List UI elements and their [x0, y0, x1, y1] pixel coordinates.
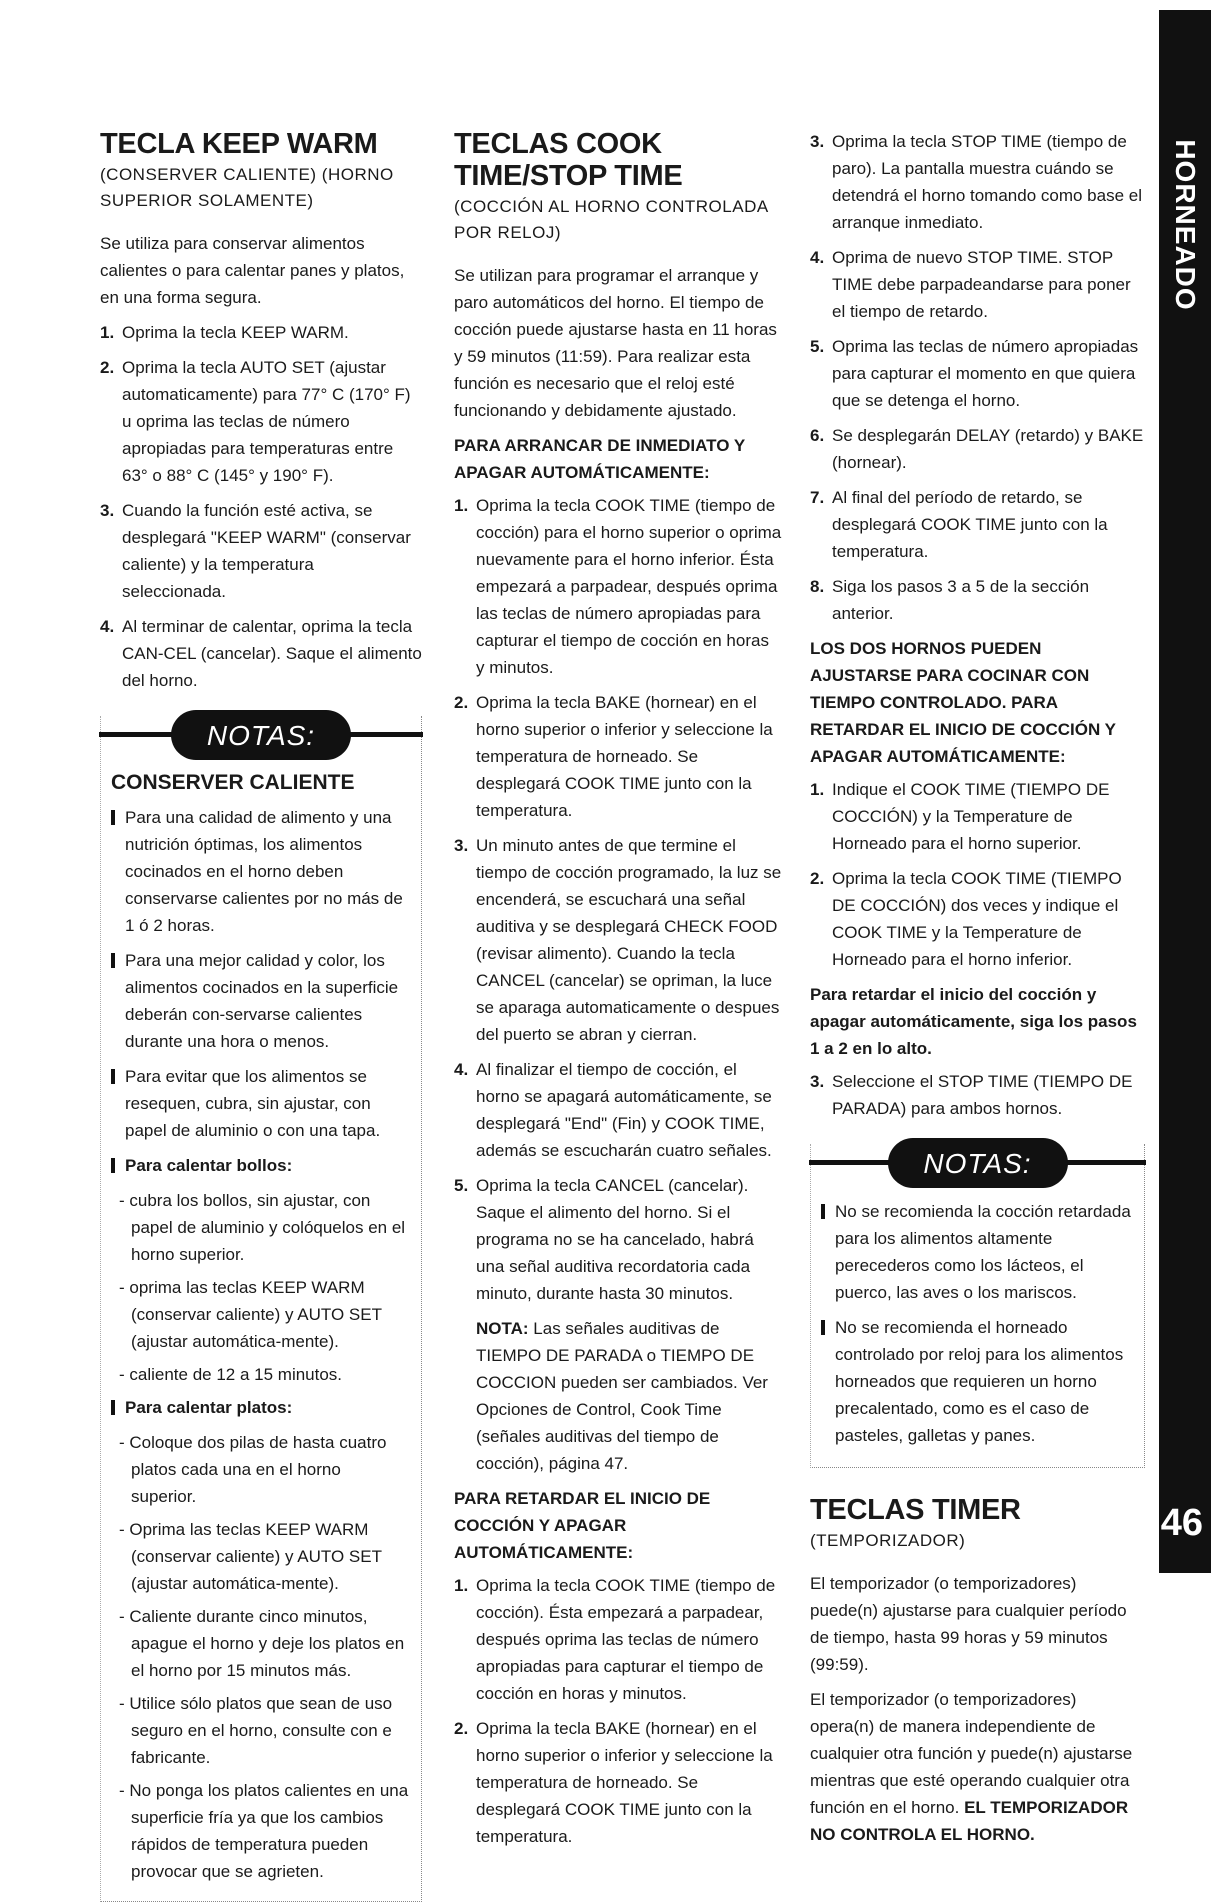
step-item	[810, 484, 1145, 565]
column-stop-time-timer	[810, 128, 1145, 1856]
intro-paragraph: Se utilizan para programar el arranque y paro automáticos del horno. El tiempo de cocción puede ajustarse hasta en 11 horas y 59 minutos (11:59). Para realizar esta función es necesario que el reloj esté funcionando y debidamente ajustado.	[454, 266, 777, 420]
step-text: Oprima la tecla COOK TIME (TIEMPO DE COCCIÓN) dos veces y indique el COOK TIME y la Temperature de Horneado para el horno inferior.	[832, 869, 1122, 969]
subheading-immediate: PARA ARRANCAR DE INMEDIATO Y APAGAR AUTOMÁTICAMENTE:	[454, 436, 745, 482]
step-item	[100, 613, 422, 694]
notas-subheading: Para calentar platos:	[125, 1398, 293, 1417]
step-text: Indique el COOK TIME (TIEMPO DE COCCIÓN) y la Temperature de Horneado para el horno superior.	[832, 780, 1110, 853]
step-number: 6.	[810, 426, 825, 445]
step-number: 8.	[810, 577, 825, 596]
notas-dash-item: - caliente de 12 a 15 minutos.	[119, 1365, 343, 1384]
subtitle-conserver-caliente: (CONSERVER CALIENTE)	[100, 165, 317, 184]
column-cook-time	[454, 128, 782, 1858]
step-number: 1.	[100, 323, 115, 342]
step-number: 4.	[100, 617, 115, 636]
step-number: 3.	[454, 836, 469, 855]
notas-dash-item: - Coloque dos pilas de hasta cuatro platos cada una en el horno superior.	[119, 1433, 387, 1506]
step-text: Oprima la tecla CANCEL (cancelar). Saque el alimento del horno. Si el programa no se ha cancelado, habrá una señal auditiva recordatoria cada minuto, durante hasta 30 minutos.	[476, 1176, 754, 1303]
subheading-both-ovens: LOS DOS HORNOS PUEDEN AJUSTARSE PARA COCINAR CON TIEMPO CONTROLADO. PARA RETARDAR EL INICIO DE COCCIÓN Y APAGAR AUTOMÁTICAMENTE:	[810, 639, 1116, 766]
section-tab	[1159, 10, 1211, 1573]
step-item	[810, 422, 1145, 476]
step-text: Oprima de nuevo STOP TIME. STOP TIME debe parpadeandarse para poner el tiempo de retardo.	[832, 248, 1131, 321]
steps-delay-continued	[810, 128, 1145, 627]
step-number: 5.	[810, 337, 825, 356]
step-text: Se desplegarán DELAY (retardo) y BAKE (hornear).	[832, 426, 1144, 472]
step-item	[100, 497, 422, 605]
timer-text: El temporizador (o temporizadores) opera(n) de manera independiente de cualquier otra función y puede(n) ajustarse mientras que esté operando cualquier otra función en el horno.	[810, 1690, 1133, 1817]
section-title-cook-time: TECLAS COOK TIME/STOP TIME	[454, 128, 683, 192]
steps-delay	[454, 1572, 782, 1850]
notas-list-platos	[111, 1394, 409, 1421]
step-number: 2.	[454, 693, 469, 712]
page-number: 46	[1160, 1502, 1203, 1544]
step-item	[810, 244, 1145, 325]
section-subtitle-cook-time: (COCCIÓN AL HORNO CONTROLADA POR RELOJ)	[454, 197, 768, 242]
step-text: Oprima la tecla AUTO SET (ajustar automaticamente) para 77° C (170° F) u oprima las teclas de número apropiadas para temperaturas entre 63° o 88° C (145° y 190° F).	[122, 358, 411, 485]
step-item	[810, 573, 1145, 627]
step-number: 1.	[454, 1576, 469, 1595]
steps-keep-warm	[100, 319, 422, 694]
step-item	[454, 1056, 782, 1164]
step-text: Un minuto antes de que termine el tiempo de cocción programado, la luz se encenderá, se escuchará una señal auditiva y se desplegará CHECK FOOD (revisar alimento). Cuando la tecla CANCEL (cancelar) se opriman, la luce se aparaga automaticamente o despues del puerto se abran y cierran.	[476, 836, 782, 1044]
tab-label: HORNEADO	[1170, 139, 1201, 311]
step-number: 1.	[454, 496, 469, 515]
step-text: Al terminar de calentar, oprima la tecla CAN-CEL (cancelar). Saque el alimento del horno.	[122, 617, 422, 690]
step-text: Oprima la tecla BAKE (hornear) en el horno superior o inferior y seleccione la temperatura de horneado. Se desplegará COOK TIME junto con la temperatura.	[476, 693, 773, 820]
step-item	[810, 333, 1145, 414]
step-number: 4.	[454, 1060, 469, 1079]
step-text: Al finalizar el tiempo de cocción, el horno se apagará automáticamente, se desplegará "End" (Fin) y COOK TIME, además se escucharán cuatro señales.	[476, 1060, 772, 1160]
notas-dash-item: - No ponga los platos calientes en una superficie fría ya que los cambios rápidos de temperatura pueden provocar que se agrieten.	[119, 1781, 409, 1881]
step-item	[810, 776, 1145, 857]
step-number: 1.	[810, 780, 825, 799]
step-item	[454, 492, 782, 681]
nota-text: Las señales auditivas de TIEMPO DE PARADA o TIEMPO DE COCCION pueden ser cambiados. Ver Opciones de Control, Cook Time (señales auditivas del tiempo de cocción), página 47.	[476, 1319, 768, 1473]
notas-dash-item: - Utilice sólo platos que sean de uso seguro en el horno, consulte con e fabricante.	[119, 1694, 393, 1767]
step-item	[100, 354, 422, 489]
section-subtitle-keep-warm	[100, 162, 422, 214]
step-number: 2.	[100, 358, 115, 377]
notas-badge: NOTAS:	[888, 1138, 1068, 1188]
step-text: Oprima la tecla KEEP WARM.	[122, 323, 349, 342]
notas-badge: NOTAS:	[171, 710, 351, 760]
notas-item: Para una mejor calidad y color, los alimentos cocinados en la superficie deberán con-servarse calientes durante una hora o menos.	[111, 947, 409, 1055]
step-text: Siga los pasos 3 a 5 de la sección anterior.	[832, 577, 1090, 623]
timer-paragraph	[810, 1686, 1145, 1848]
step-text: Oprima la tecla BAKE (hornear) en el horno superior o inferior y seleccione la temperatura de horneado. Se desplegará COOK TIME junto con la temperatura.	[476, 1719, 773, 1846]
notas-item: No se recomienda la cocción retardada para los alimentos altamente perecederos como los lácteos, el puerco, las aves o los mariscos.	[821, 1198, 1132, 1306]
notas-list	[111, 804, 409, 1179]
notas-item: Para una calidad de alimento y una nutrición óptimas, los alimentos cocinados en el horno deben conservarse calientes por no más de 1 ó 2 horas.	[111, 804, 409, 939]
timer-paragraph: El temporizador (o temporizadores) puede(n) ajustarse para cualquier período de tiempo, hasta 99 horas y 59 minutos (99:59).	[810, 1574, 1127, 1674]
step-number: 7.	[810, 488, 825, 507]
step-text: Oprima la tecla STOP TIME (tiempo de paro). La pantalla muestra cuándo se detendrá el horno tomando como base el arranque inmediato.	[832, 132, 1142, 232]
step-text: Oprima las teclas de número apropiadas para capturar el momento en que quiera que se detenga el horno.	[832, 337, 1139, 410]
notas-list	[821, 1198, 1132, 1449]
nota-label: NOTA:	[476, 1319, 529, 1338]
steps-stop-time	[810, 1068, 1145, 1122]
step-number: 3.	[810, 132, 825, 151]
step-item	[454, 1715, 782, 1850]
step-item	[454, 689, 782, 824]
section-title-timer: TECLAS TIMER	[810, 1494, 1021, 1526]
step-text: Seleccione el STOP TIME (TIEMPO DE PARADA) para ambos hornos.	[832, 1072, 1133, 1118]
step-item	[454, 1572, 782, 1707]
subheading-delay: PARA RETARDAR EL INICIO DE COCCIÓN Y APAGAR AUTOMÁTICAMENTE:	[454, 1489, 711, 1562]
notas-item: No se recomienda el horneado controlado por reloj para los alimentos horneados que requieren un horno precalentado, como es el caso de pasteles, galletas y panes.	[821, 1314, 1132, 1449]
step-number: 4.	[810, 248, 825, 267]
timer-warning: EL TEMPORIZADOR NO CONTROLA EL HORNO.	[810, 1798, 1129, 1844]
step-text: Oprima la tecla COOK TIME (tiempo de cocción) para el horno superior o oprima nuevamente para el horno inferior. Ésta empezará a parpadear, después oprima las teclas de número apropiadas para capturar el tiempo de cocción en horas y minutos.	[476, 496, 782, 677]
notas-dash-item: - Caliente durante cinco minutos, apague el horno y deje los platos en el horno por 15 minutos más.	[119, 1607, 405, 1680]
step-number: 5.	[454, 1176, 469, 1195]
step-item	[810, 865, 1145, 973]
step-number: 2.	[454, 1719, 469, 1738]
step-text: Oprima la tecla COOK TIME (tiempo de cocción). Ésta empezará a parpadear, después oprima las teclas de número apropiadas para capturar el tiempo de cocción en horas y minutos.	[476, 1576, 776, 1703]
notas-item-bollos	[111, 1152, 409, 1179]
notas-heading: CONSERVER CALIENTE	[111, 771, 355, 794]
steps-immediate	[454, 492, 782, 1307]
nota-paragraph	[476, 1315, 782, 1477]
notas-item-platos	[111, 1394, 409, 1421]
step-number: 2.	[810, 869, 825, 888]
subtitle-horno-superior: (HORNO SUPERIOR SOLAMENTE)	[100, 165, 394, 210]
step-text: Al final del período de retardo, se desplegará COOK TIME junto con la temperatura.	[832, 488, 1108, 561]
notas-dash-item: - Oprima las teclas KEEP WARM (conservar caliente) y AUTO SET (ajustar automática-mente).	[119, 1520, 382, 1593]
step-item	[810, 1068, 1145, 1122]
step-item	[454, 832, 782, 1048]
step-item	[454, 1172, 782, 1307]
column-keep-warm	[100, 128, 422, 1902]
intro-paragraph: Se utiliza para conservar alimentos calientes o para calentar panes y platos, en una forma segura.	[100, 234, 405, 307]
step-text: Cuando la función esté activa, se desplegará "KEEP WARM" (conservar caliente) y la temperatura seleccionada.	[122, 501, 411, 601]
step-item	[100, 319, 422, 346]
step-number: 3.	[810, 1072, 825, 1091]
section-title-keep-warm: TECLA KEEP WARM	[100, 128, 378, 160]
notas-subheading: Para calentar bollos:	[125, 1156, 293, 1175]
subheading-retardar: Para retardar el inicio del cocción y apagar automáticamente, siga los pasos 1 a 2 en lo alto.	[810, 985, 1137, 1058]
notas-item: Para evitar que los alimentos se resequen, cubra, sin ajustar, con papel de aluminio o con una tapa.	[111, 1063, 409, 1144]
notas-dash-item: - cubra los bollos, sin ajustar, con papel de aluminio y colóquelos en el horno superior.	[119, 1191, 406, 1264]
step-item	[810, 128, 1145, 236]
step-number: 3.	[100, 501, 115, 520]
notas-box-delay	[810, 1144, 1145, 1468]
steps-both-ovens	[810, 776, 1145, 973]
notas-dash-item: - oprima las teclas KEEP WARM (conservar caliente) y AUTO SET (ajustar automática-mente).	[119, 1278, 382, 1351]
section-subtitle-timer: (TEMPORIZADOR)	[810, 1531, 966, 1550]
notas-box-conserver	[100, 716, 422, 1902]
